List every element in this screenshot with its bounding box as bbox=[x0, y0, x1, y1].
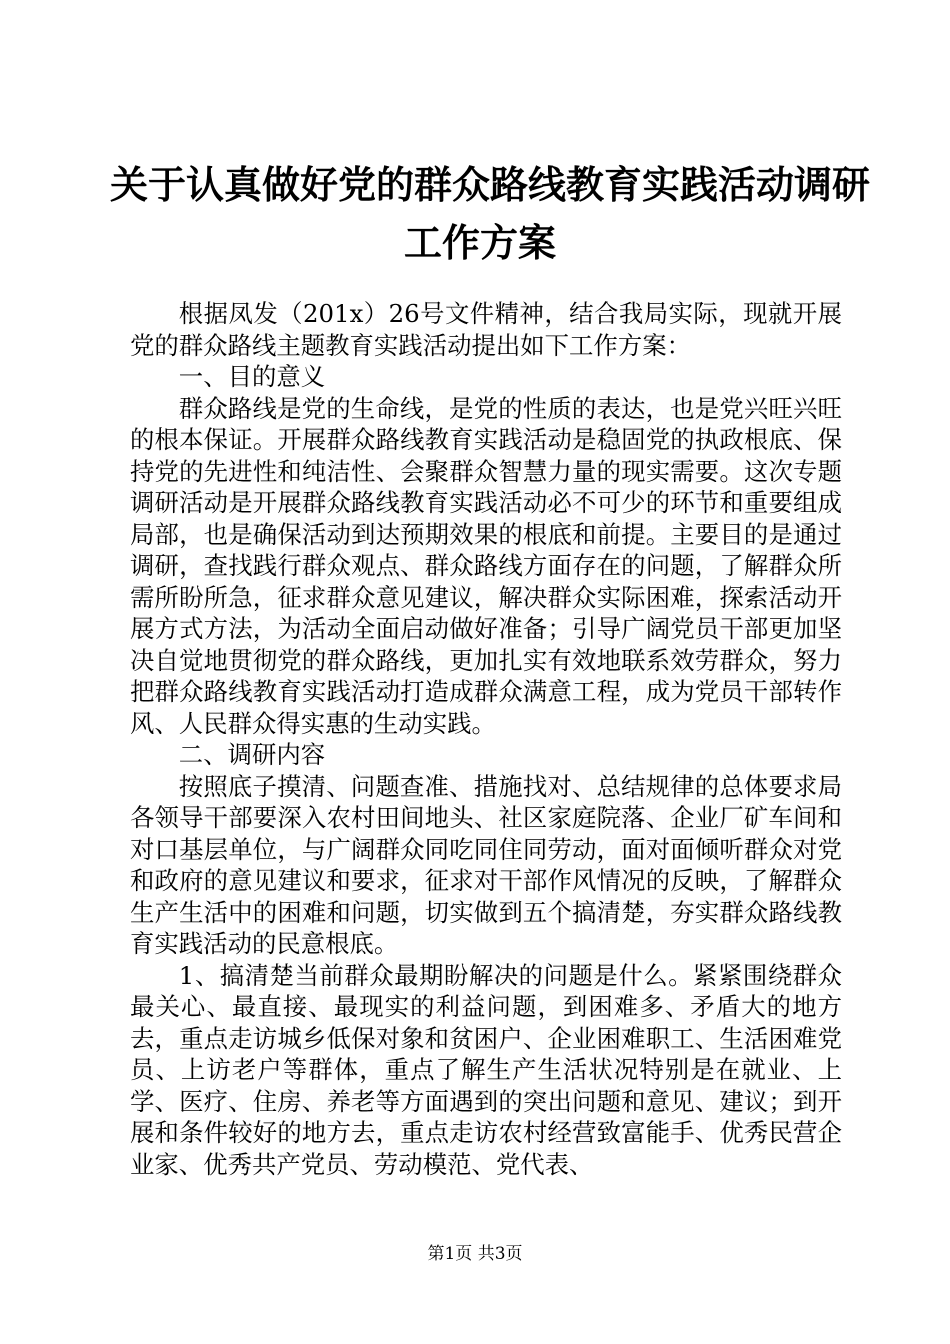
document-body bbox=[130, 298, 842, 1180]
paragraph-content: 按照底子摸清、问题查准、措施找对、总结规律的总体要求局各领导干部要深入农村田间地头、社区家庭院落、企业厂矿车间和对口基层单位，与广阔群众同吃同住同劳动，面对面倾听群众对党和政府的意见建议和要求，征求对干部作风情况的反映，了解群众生产生活中的困难和问题，切实做到五个搞清楚，夯实群众路线教育实践活动的民意根底。 bbox=[130, 771, 842, 958]
page-number-footer: 第1页 共3页 bbox=[427, 1244, 523, 1264]
section-heading-content: 二、调研内容 bbox=[178, 740, 326, 769]
paragraph-purpose: 群众路线是党的生命线，是党的性质的表达，也是党兴旺兴旺的根本保证。开展群众路线教育实践活动是稳固党的执政根底、保持党的先进性和纯洁性、会聚群众智慧力量的现实需要。这次专题调研活动是开展群众路线教育实践活动必不可少的环节和重要组成局部，也是确保活动到达预期效果的根底和前提。主要目的是通过调研，查找践行群众观点、群众路线方面存在的问题，了解群众所需所盼所急，征求群众意见建议，解决群众实际困难，探索活动开展方式方法，为活动全面启动做好准备；引导广阔党员干部更加坚决自觉地贯彻党的群众路线，更加扎实有效地联系效劳群众，努力把群众路线教育实践活动打造成群众满意工程，成为党员干部转作风、人民群众得实惠的生动实践。 bbox=[130, 393, 842, 738]
document-title-line-1: 关于认真做好党的群众路线教育实践活动调研 bbox=[110, 162, 871, 207]
section-heading-purpose: 一、目的意义 bbox=[178, 362, 326, 391]
paragraph-intro: 根据凤发（201x）26号文件精神，结合我局实际，现就开展党的群众路线主题教育实践活动提出如下工作方案： bbox=[130, 299, 842, 360]
document-title-line-2: 工作方案 bbox=[403, 220, 556, 265]
paragraph-item-1: 1、搞清楚当前群众最期盼解决的问题是什么。紧紧围绕群众最关心、最直接、最现实的利益问题，到困难多、矛盾大的地方去，重点走访城乡低保对象和贫困户、企业困难职工、生活困难党员、上访老户等群体，重点了解生产生活状况特别是在就业、上学、医疗、住房、养老等方面遇到的突出问题和意见、建议；到开展和条件较好的地方去，重点走访农村经营致富能手、优秀民营企业家、优秀共产党员、劳动模范、党代表、 bbox=[130, 960, 842, 1179]
